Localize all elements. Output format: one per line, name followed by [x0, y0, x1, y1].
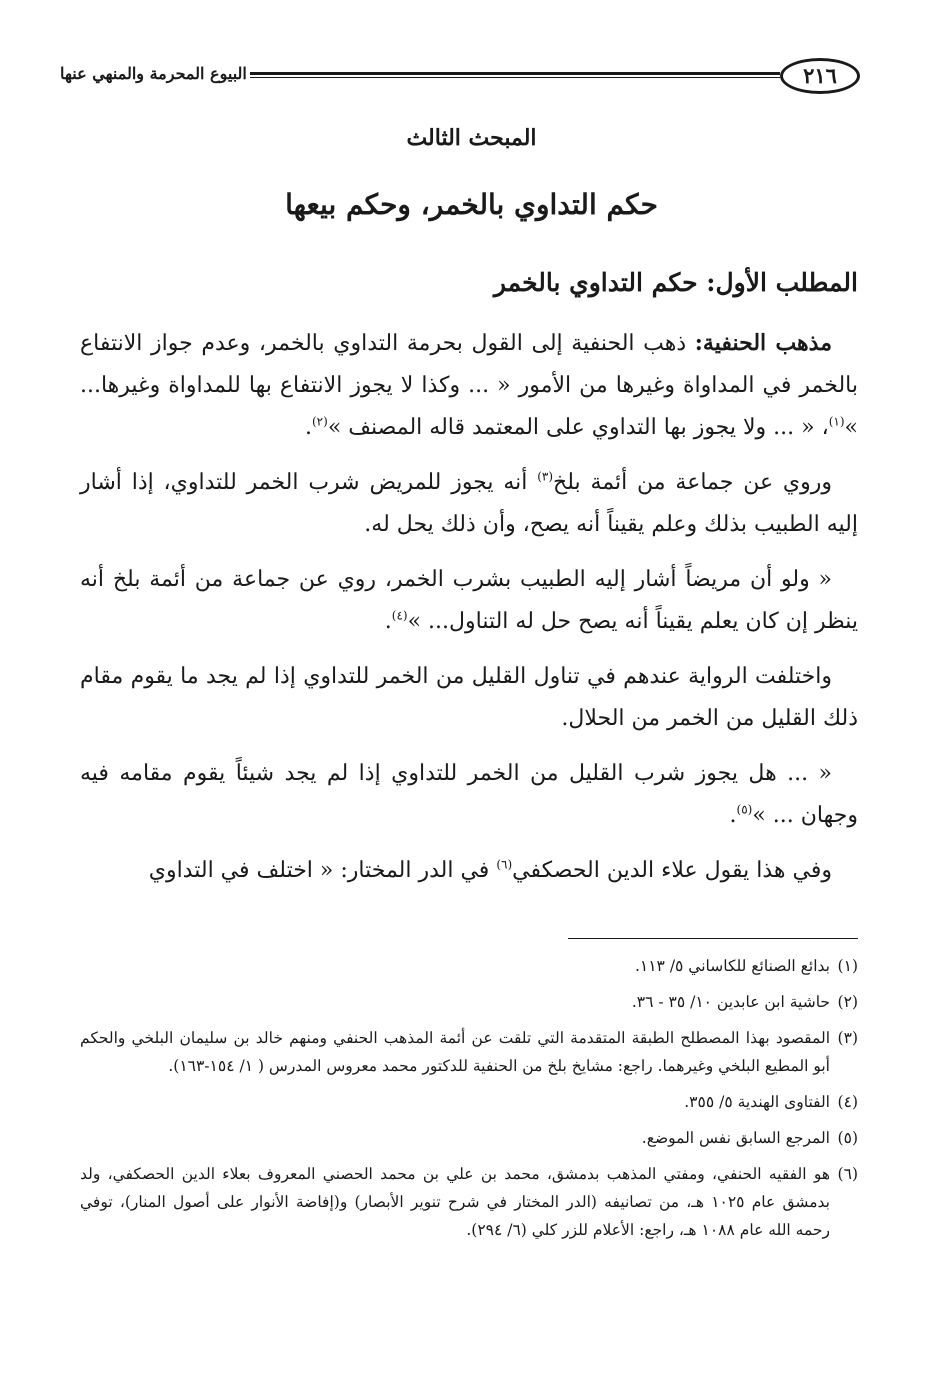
paragraph-text: . [729, 803, 737, 828]
page-number: ٢١٦ [780, 58, 860, 94]
paragraph-text: . [304, 415, 312, 440]
paragraph-haskafi [80, 850, 858, 892]
paragraph-text: وفي هذا يقول علاء الدين الحصكفي [512, 858, 832, 883]
paragraph-text: في الدر المختار: « اختلف في التداوي [148, 858, 497, 883]
footnotes [80, 952, 858, 1252]
footnote-text: هو الفقيه الحنفي، ومفتي المذهب بدمشق، محمد بن علي بن محمد الحصني المعروف بعلاء الدين الحصكفي، ولد بدمشق عام ١٠٢٥ هـ، من تصانيفه (الدر المختار في شرح تنوير الأبصار) و(إفاضة الأنوار على أصول المنار)، توفي رحمه الله عام ١٠٨٨ هـ، راجع: الأعلام للزر كلي (٦/ ٢٩٤). [80, 1165, 830, 1239]
footnote-text: الفتاوى الهندية ٥/ ٣٥٥. [684, 1093, 830, 1111]
footnote-text: المقصود بهذا المصطلح الطبقة المتقدمة التي تلقت عن أئمة المذهب الحنفي ومنهم خالد بن سليمان البلخي والحكم أبو المطيع البلخي وغيرهما. راجع: مشايخ بلخ من الحنفية للدكتور محمد معروس المدرس ( ١/ ١٥٤-١٦٣). [80, 1029, 830, 1075]
footnote-item [80, 952, 858, 980]
footnote-ref: (٣) [537, 469, 554, 484]
footnote-item [80, 1024, 858, 1080]
subsection-title: المطلب الأول: حكم التداوي بالخمر [493, 268, 858, 297]
footnote-text: المرجع السابق نفس الموضع. [641, 1129, 830, 1147]
footnote-number: (١) [837, 957, 858, 975]
running-header [60, 58, 860, 98]
footnote-ref: (٢) [311, 414, 328, 429]
footnote-item [80, 1088, 858, 1116]
paragraph-quote-2 [80, 753, 858, 837]
paragraph-quote-1 [80, 559, 858, 643]
paragraph-text: ذهب الحنفية إلى القول بحرمة التداوي بالخمر، وعدم جواز الانتفاع بالخمر في المداواة وغيرها من الأمور « ... وكذا لا يجوز الانتفاع بها للمداواة وغيرها... » [80, 331, 858, 440]
footnote-ref: (٦) [496, 857, 513, 872]
paragraph-hanafi [80, 322, 858, 449]
paragraph-narration: واختلفت الرواية عندهم في تناول القليل من الخمر للتداوي إذا لم يجد ما يقوم مقام ذلك القليل من الخمر من الحلال. [80, 664, 858, 731]
header-rule [250, 72, 780, 78]
footnote-number: (٣) [837, 1029, 858, 1047]
body-text [80, 322, 858, 905]
paragraph-balkh [80, 462, 858, 546]
footnote-divider [568, 938, 858, 939]
paragraph-text: وروي عن جماعة من أئمة بلخ [553, 470, 832, 495]
footnote-item [80, 1124, 858, 1152]
footnote-ref: (٥) [736, 802, 753, 817]
paragraph-text: . [384, 609, 392, 634]
footnote-number: (٥) [837, 1129, 858, 1147]
chapter-title: حكم التداوي بالخمر، وحكم بيعها [285, 188, 658, 221]
paragraph-text: أنه يجوز للمريض شرب الخمر للتداوي، إذا أشار إليه الطبيب بذلك وعلم يقيناً أنه يصح، وأن ذلك يحل له. [80, 470, 858, 537]
footnote-text: بدائع الصنائع للكاساني ٥/ ١١٣. [634, 957, 830, 975]
paragraph-lead: مذهب الحنفية: [694, 330, 832, 356]
footnote-item [80, 1160, 858, 1244]
paragraph-text: « ... هل يجوز شرب القليل من الخمر للتداوي إذا لم يجد شيئاً يقوم مقامه فيه وجهان ... » [80, 761, 858, 828]
paragraph-text: « ولو أن مريضاً أشار إليه الطبيب بشرب الخمر، روي عن جماعة من أئمة بلخ أنه ينظر إن كان يعلم يقيناً أنه يصح حل له التناول... » [80, 567, 858, 634]
footnote-item [80, 988, 858, 1016]
running-title: البيوع المحرمة والمنهي عنها [60, 64, 247, 83]
footnote-number: (٢) [837, 993, 858, 1011]
section-label: المبحث الثالث [406, 125, 537, 151]
footnote-number: (٤) [837, 1093, 858, 1111]
footnote-text: حاشية ابن عابدين ١٠/ ٣٥ - ٣٦. [631, 993, 830, 1011]
footnote-number: (٦) [837, 1165, 858, 1183]
paragraph-text: ، « ... ولا يجوز بها التداوي على المعتمد قاله المصنف » [327, 415, 829, 440]
footnote-ref: (١) [828, 414, 845, 429]
footnote-ref: (٤) [391, 608, 408, 623]
